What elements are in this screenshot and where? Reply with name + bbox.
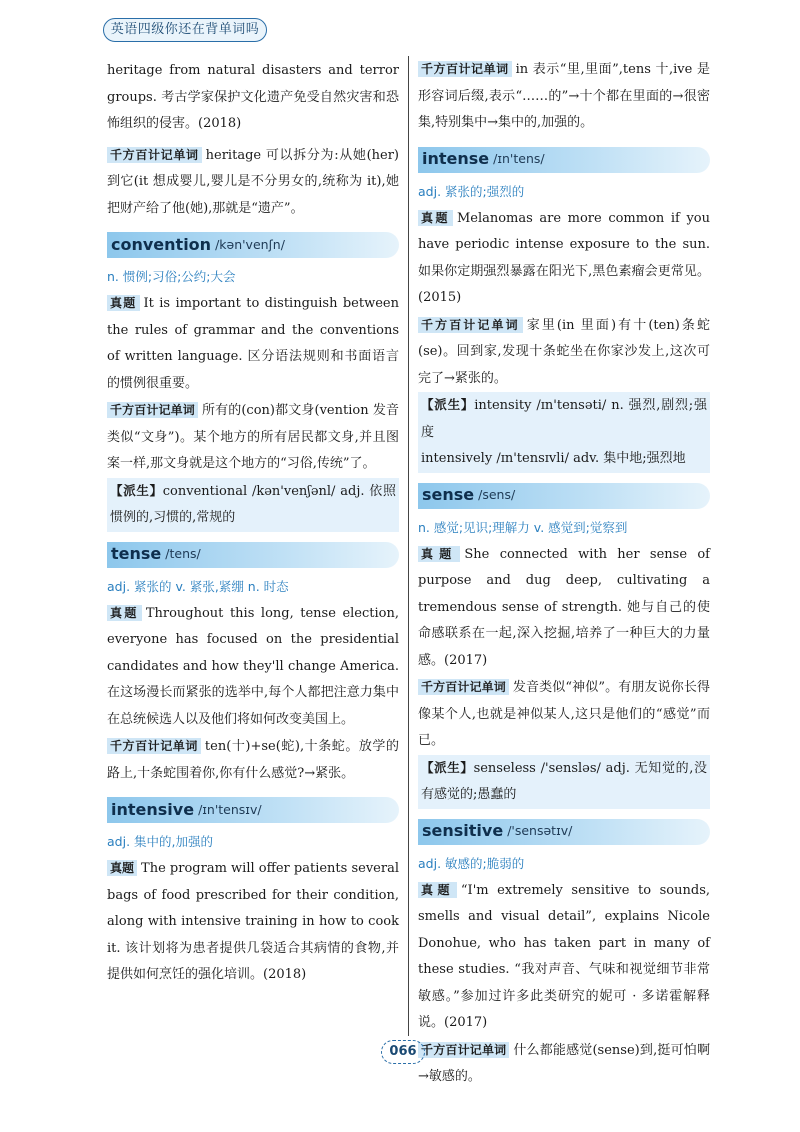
tip-text: 家里(in 里面)有十(ten)条蛇(se)。回到家,发现十条蛇坐在你家沙发上,这次可完了→紧张的。 — [418, 317, 710, 386]
deriv-text: senseless /'sensləs/ adj. 无知觉的,没有感觉的;愚蠢的 — [421, 760, 707, 802]
deriv-label: 【派生】 — [421, 397, 475, 412]
heritage-tip — [107, 142, 399, 223]
memory-tip — [418, 674, 710, 755]
phonetic: /ɪn'tensɪv/ — [198, 801, 262, 817]
exam-example — [418, 205, 710, 312]
column-divider — [408, 56, 409, 1036]
headword: sense — [422, 485, 475, 505]
tip-label: 千方百计记单词 — [418, 1042, 509, 1058]
deriv-label: 【派生】 — [421, 759, 474, 775]
tip-label: 千方百计记单词 — [107, 147, 202, 163]
deriv-text: intensively /ɪn'tensɪvli/ adv. 集中地;强烈地 — [421, 451, 686, 466]
exam-example — [418, 877, 710, 1037]
entry-header-convention — [107, 232, 399, 258]
tip-text: 什么都能感觉(sense)到,挺可怕啊→敏感的。 — [418, 1042, 710, 1084]
entry-header-sensitive — [418, 819, 710, 845]
header-title: 英语四级你还在背单词吗 — [103, 18, 267, 42]
exam-label: 真题 — [107, 295, 140, 311]
exam-example — [107, 600, 399, 734]
headword: tense — [111, 544, 162, 564]
left-column — [107, 58, 399, 989]
exam-example — [107, 290, 399, 397]
exam-example — [418, 541, 710, 675]
phonetic: /ɪn'tens/ — [493, 151, 545, 167]
tip-label: 千方百计记单词 — [107, 738, 201, 754]
exam-label: 真题 — [418, 882, 457, 898]
tip-text: in 表示“里,里面”,tens 十,ive 是形容词后缀,表示“……的”→十个都在里面的→很密集,特别集中→集中的,加强的。 — [418, 62, 710, 130]
exam-text: Melanomas are more common if you have periodic intense exposure to the sun. 如果你定期强烈暴露在阳光下,黑色素瘤会更常见。(2015) — [418, 210, 710, 305]
headword: intensive — [111, 799, 195, 819]
exam-label: 真题 — [418, 210, 453, 226]
tip-label: 千方百计记单词 — [418, 679, 509, 695]
part-of-speech: adj. 紧张的 v. 紧张,紧绷 n. 时态 — [107, 578, 289, 594]
memory-tip — [107, 397, 399, 478]
tip-text: 发音类似“神似”。有朋友说你长得像某个人,也就是神似某人,这只是他们的“感觉”而已。 — [418, 680, 710, 748]
intensive-tip — [418, 56, 710, 137]
derivation-2 — [418, 446, 710, 473]
entry-header-intense — [418, 147, 710, 173]
deriv-label: 【派生】 — [110, 482, 163, 498]
entry-header-tense — [107, 542, 399, 568]
memory-tip — [418, 1037, 710, 1091]
phonetic: /'sensətɪv/ — [507, 823, 573, 839]
heritage-example-text: heritage from natural disasters and terror groups. 考古学家保护文化遗产免受自然灾害和恐怖组织的侵害。(2018) — [107, 63, 399, 131]
derivation — [107, 478, 399, 532]
exam-text: “I'm extremely sensitive to sounds, smells and visual detail”, explains Nicole Donohue, who has taken part in many of these studies. “我对声音、气味和视觉细节非常敏感。”参加过许多此类研究的妮可 · 多诺霍解释说。(2017) — [418, 882, 710, 1030]
deriv-text: conventional /kən'venʃənl/ adj. 依照惯例的,习惯的,常规的 — [110, 483, 396, 525]
memory-tip — [107, 733, 399, 787]
exam-text: It is important to distinguish between the rules of grammar and the conventions of written language. 区分语法规则和书面语言的惯例很重要。 — [107, 296, 399, 391]
part-of-speech: n. 感觉;见识;理解力 v. 感觉到;觉察到 — [418, 519, 628, 535]
memory-tip — [418, 312, 710, 393]
tip-text: ten(十)+se(蛇),十条蛇。放学的路上,十条蛇围着你,你有什么感觉?→紧张。 — [107, 739, 399, 781]
tip-label: 千方百计记单词 — [418, 61, 512, 77]
tip-label: 千方百计记单词 — [107, 402, 198, 418]
exam-label: 真题 — [107, 860, 137, 876]
part-of-speech: adj. 集中的,加强的 — [107, 834, 213, 849]
derivation — [418, 755, 710, 809]
tip-label: 千方百计记单词 — [418, 317, 523, 333]
headword: sensitive — [422, 821, 504, 841]
phonetic: /sens/ — [478, 487, 516, 503]
exam-text: Throughout this long, tense election, everyone has focused on the presidential candidates and how they'll change America. 在这场漫长而紧张的选举中,每个人都把注意力集中在总统候选人以及他们将如何改变美国上。 — [107, 605, 399, 727]
exam-text: She connected with her sense of purpose and dug deep, cultivating a tremendous sense of strength. 她与自己的使命感联系在一起,深入挖掘,培养了一种巨大的力量感。(2017) — [418, 546, 710, 668]
derivation — [418, 392, 710, 446]
headword: convention — [111, 234, 212, 254]
headword: intense — [422, 149, 490, 169]
entry-header-sense — [418, 483, 710, 509]
exam-example — [107, 855, 399, 989]
deriv-text: intensity /ɪn'tensəti/ n. 强烈,剧烈;强度 — [421, 398, 707, 440]
entry-header-intensive — [107, 797, 399, 823]
exam-label: 真题 — [107, 605, 142, 621]
tip-text: 所有的(con)都文身(vention 发音类似“文身”)。某个地方的所有居民都文身,并且图案一样,那文身就是这个地方的“习俗,传统”了。 — [107, 403, 399, 471]
part-of-speech: adj. 敏感的;脆弱的 — [418, 855, 525, 871]
tip-text: heritage 可以拆分为:从她(her)到它(it 想成婴儿,婴儿是不分男女的,统称为 it),她把财产给了他(她),那就是“遗产”。 — [107, 147, 399, 216]
right-column — [418, 56, 710, 1091]
part-of-speech: adj. 紧张的;强烈的 — [418, 183, 525, 199]
phonetic: /kən'venʃn/ — [215, 236, 285, 252]
exam-text: The program will offer patients several bags of food prescribed for their condition, along with intensive training in how to cook it. 该计划将为患者提供几袋适合其病情的食物,并提供如何烹饪的强化培训。(2018) — [107, 861, 399, 982]
phonetic: /tens/ — [165, 546, 201, 562]
part-of-speech: n. 惯例;习俗;公约;大会 — [107, 269, 236, 284]
page-number: 066 — [381, 1040, 425, 1064]
exam-label: 真题 — [418, 546, 460, 562]
